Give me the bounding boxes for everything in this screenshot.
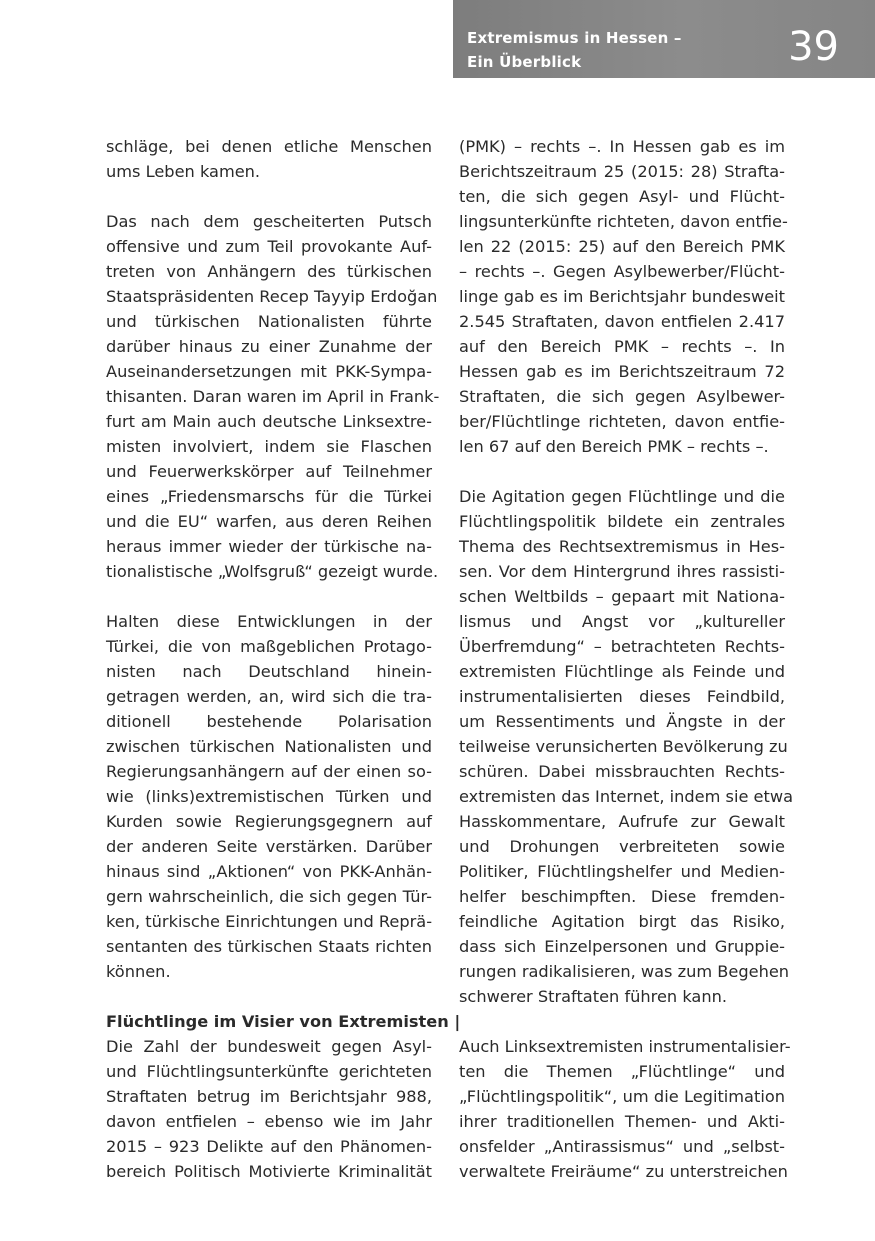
text-line: Hasskommentare, Aufrufe zur Gewalt: [459, 812, 785, 831]
text-line: 2015 – 923 Delikte auf den Phänomen-: [106, 1137, 432, 1156]
text-line: und Flüchtlingsunterkünfte gerichteten: [106, 1062, 432, 1081]
text-line: Auch Linksextremisten instrumentalisier-: [459, 1037, 791, 1056]
text-line: um Ressentiments und Ängste in der: [459, 712, 785, 731]
text-line: misten involviert, indem sie Flaschen: [106, 437, 432, 456]
paragraph: [106, 134, 432, 184]
right-column: [459, 134, 794, 1209]
text-line: extremisten das Internet, indem sie etwa: [459, 787, 794, 806]
text-line: Politiker, Flüchtlingshelfer und Medien-: [459, 862, 785, 881]
text-line: der anderen Seite verstärken. Darüber: [106, 837, 432, 856]
text-line: Kurden sowie Regierungsgegnern auf: [106, 812, 432, 831]
chapter-header: [453, 0, 875, 78]
text-line: Berichtszeitraum 25 (2015: 28) Strafta-: [459, 162, 785, 181]
text-line: und Feuerwerkskörper auf Teilnehmer: [106, 462, 432, 481]
text-line: ten, die sich gegen Asyl- und Flücht-: [459, 187, 785, 206]
text-line: Regierungsanhängern auf der einen so-: [106, 762, 432, 781]
text-line: darüber hinaus zu einer Zunahme der: [106, 337, 432, 356]
text-line: feindliche Agitation birgt das Risiko,: [459, 912, 785, 931]
text-line: gern wahrscheinlich, die sich gegen Tür-: [106, 887, 432, 906]
text-line: und türkischen Nationalisten führte: [106, 312, 432, 331]
text-line: – rechts –. Gegen Asylbewerber/Flücht-: [459, 262, 785, 281]
chapter-title: [467, 26, 682, 74]
text-line: instrumentalisierten dieses Feindbild,: [459, 687, 785, 706]
paragraph: [459, 134, 788, 459]
section-paragraph: [106, 1009, 461, 1034]
text-line: schwerer Straftaten führen kann.: [459, 987, 727, 1006]
text-line: bereich Politisch Motivierte Kriminalität: [106, 1162, 432, 1181]
text-line: Staatspräsidenten Recep Tayyip Erdoğan: [106, 287, 438, 306]
text-line: Halten diese Entwicklungen in der: [106, 612, 432, 631]
section-heading: Flüchtlinge im Visier von Extremisten |: [106, 1012, 461, 1031]
text-line: „Flüchtlingspolitik“, um die Legitimation: [459, 1087, 785, 1106]
text-line: Überfremdung“ – betrachteten Rechts-: [459, 637, 785, 656]
text-line: offensive und zum Teil provokante Auf-: [106, 237, 432, 256]
text-line: ditionell bestehende Polarisation: [106, 712, 432, 731]
text-line: treten von Anhängern des türkischen: [106, 262, 432, 281]
text-line: wie (links)extremistischen Türken und: [106, 787, 432, 806]
left-column: [106, 134, 461, 1209]
text-line: teilweise verunsicherten Bevölkerung zu: [459, 737, 788, 756]
text-line: Hessen gab es im Berichtszeitraum 72: [459, 362, 785, 381]
text-line: zwischen türkischen Nationalisten und: [106, 737, 432, 756]
text-line: dass sich Einzelpersonen und Gruppie-: [459, 937, 785, 956]
text-line: Das nach dem gescheiterten Putsch: [106, 212, 432, 231]
text-line: Straftaten betrug im Berichtsjahr 988,: [106, 1087, 432, 1106]
text-line: schen Weltbilds – gepaart mit Nationa-: [459, 587, 785, 606]
text-line: verwaltete Freiräume“ zu unterstreichen: [459, 1162, 788, 1181]
chapter-title-line2: Ein Überblick: [467, 53, 582, 71]
text-line: ken, türkische Einrichtungen und Reprä-: [106, 912, 433, 931]
paragraph: [106, 1034, 432, 1184]
text-line: Thema des Rechtsextremismus in Hes-: [459, 537, 785, 556]
text-line: und Drohungen verbreiteten sowie: [459, 837, 785, 856]
text-line: heraus immer wieder der türkische na-: [106, 537, 432, 556]
text-line: auf den Bereich PMK – rechts –. In: [459, 337, 785, 356]
text-line: Auseinandersetzungen mit PKK-Sympa-: [106, 362, 432, 381]
text-line: thisanten. Daran waren im April in Frank-: [106, 387, 440, 406]
text-line: len 67 auf den Bereich PMK – rechts –.: [459, 437, 769, 456]
text-line: helfer beschimpften. Diese fremden-: [459, 887, 785, 906]
text-line: furt am Main auch deutsche Linksextre-: [106, 412, 432, 431]
text-line: onsfelder „Antirassismus“ und „selbst-: [459, 1137, 785, 1156]
text-line: ums Leben kamen.: [106, 162, 261, 181]
text-line: Straftaten, die sich gegen Asylbewer-: [459, 387, 785, 406]
page-number: 39: [788, 24, 839, 70]
text-line: nisten nach Deutschland hinein-: [106, 662, 432, 681]
paragraph: [106, 609, 432, 984]
text-line: tionalistische „Wolfsgruß“ gezeigt wurde.: [106, 562, 439, 581]
text-line: lingsunterkünfte richteten, davon entfie-: [459, 212, 788, 231]
text-line: getragen werden, an, wird sich die tra-: [106, 687, 432, 706]
text-line: eines „Friedensmarschs für die Türkei: [106, 487, 432, 506]
text-line: (PMK) – rechts –. In Hessen gab es im: [459, 137, 785, 156]
text-line: len 22 (2015: 25) auf den Bereich PMK: [459, 237, 785, 256]
text-line: ihrer traditionellen Themen- und Akti-: [459, 1112, 785, 1131]
text-line: sentanten des türkischen Staats richten: [106, 937, 432, 956]
text-line: schüren. Dabei missbrauchten Rechts-: [459, 762, 785, 781]
text-line: Flüchtlingspolitik bildete ein zentrales: [459, 512, 785, 531]
text-line: Türkei, die von maßgeblichen Protago-: [106, 637, 432, 656]
text-line: extremisten Flüchtlinge als Feinde und: [459, 662, 785, 681]
text-line: rungen radikalisieren, was zum Begehen: [459, 962, 790, 981]
text-line: Die Zahl der bundesweit gegen Asyl-: [106, 1037, 432, 1056]
text-line: 2.545 Straftaten, davon entfielen 2.417: [459, 312, 785, 331]
text-line: sen. Vor dem Hintergrund ihres rassisti-: [459, 562, 785, 581]
text-line: können.: [106, 962, 171, 981]
chapter-title-line1: Extremismus in Hessen –: [467, 29, 682, 47]
text-line: und die EU“ warfen, aus deren Reihen: [106, 512, 432, 531]
text-line: schläge, bei denen etliche Menschen: [106, 137, 432, 156]
text-line: davon entfielen – ebenso wie im Jahr: [106, 1112, 432, 1131]
text-line: hinaus sind „Aktionen“ von PKK-Anhän-: [106, 862, 432, 881]
text-line: linge gab es im Berichtsjahr bundesweit: [459, 287, 785, 306]
paragraph: [459, 484, 794, 1009]
text-line: ten die Themen „Flüchtlinge“ und: [459, 1062, 785, 1081]
text-line: lismus und Angst vor „kultureller: [459, 612, 785, 631]
text-line: Die Agitation gegen Flüchtlinge und die: [459, 487, 785, 506]
paragraph: [106, 209, 440, 584]
text-line: ber/Flüchtlinge richteten, davon entfie-: [459, 412, 785, 431]
paragraph: [459, 1034, 791, 1184]
